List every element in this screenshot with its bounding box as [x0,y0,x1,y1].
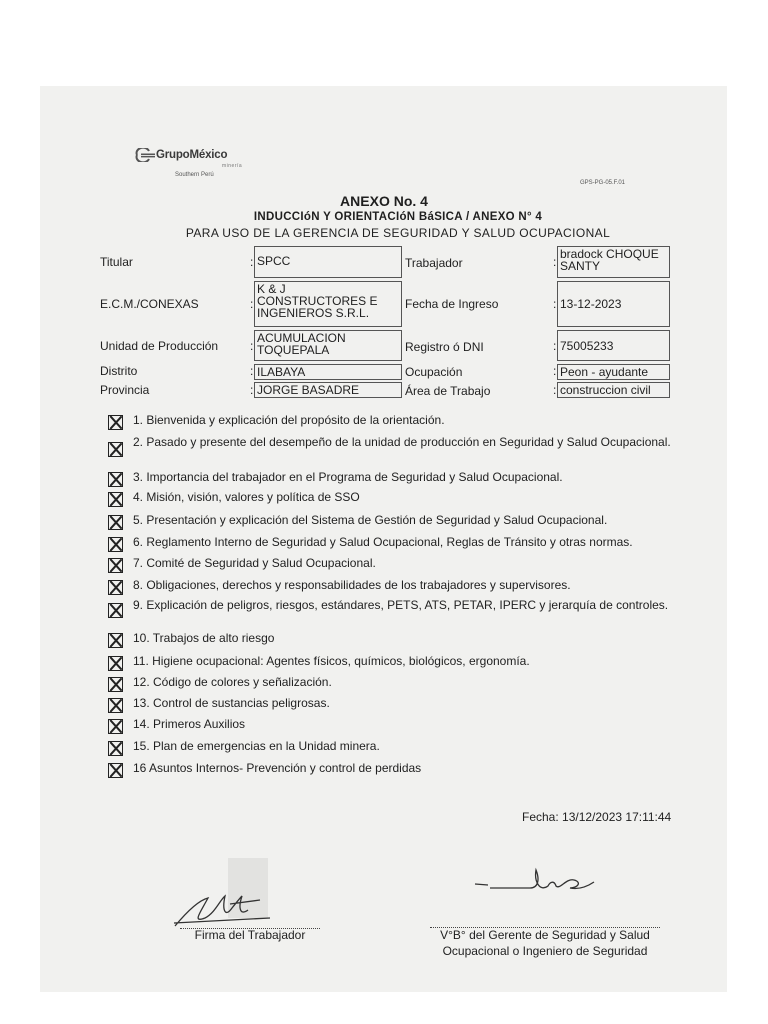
checklist-item-label: 3. Importancia del trabajador en el Programa de Seguridad y Salud Ocupacional. [133,470,563,484]
logo-sub: minería [222,163,243,169]
provincia-field[interactable]: JORGE BASADRE [254,382,402,398]
trabajador-label: Trabajador [405,256,463,270]
grupo-mexico-logo-icon [134,148,156,162]
checkbox-checked[interactable] [108,698,123,713]
distrito-label: Distrito [100,364,138,378]
manager-signature-label-1: V°B° del Gerente de Seguridad y Salud [440,928,650,942]
page-subtitle-2: PARA USO DE LA GERENCIA DE SEGURIDAD Y SALUD OCUPACIONAL [185,226,611,240]
manager-signature-icon [470,858,610,903]
checkbox-checked[interactable] [108,763,123,778]
area-label: Área de Trabajo [405,384,491,398]
checklist-item-label: 7. Comité de Seguridad y Salud Ocupacional. [133,556,376,570]
checkbox-checked[interactable] [108,656,123,671]
dni-field[interactable]: 75005233 [557,330,670,361]
ecm-field[interactable]: K & J CONSTRUCTORES E INGENIEROS S.R.L. [254,281,402,327]
page-title: ANEXO No. 4 [340,193,428,209]
colon: : [553,364,557,378]
checklist-item-label: 9. Explicación de peligros, riesgos, estándares, PETS, ATS, PETAR, IPERC y jerarquía de controles. [133,598,669,612]
colon: : [250,364,254,378]
timestamp: Fecha: 13/12/2023 17:11:44 [522,810,672,824]
titular-label: Titular [100,255,133,269]
checklist-item-label: 11. Higiene ocupacional: Agentes físicos, químicos, biológicos, ergonomía. [133,654,530,668]
checklist-item-label: 6. Reglamento Interno de Seguridad y Salud Ocupacional, Reglas de Tránsito y otras normas. [133,535,633,549]
colon: : [553,339,557,353]
worker-signature-label: Firma del Trabajador [194,928,306,942]
checklist-item-label: 10. Trabajos de alto riesgo [133,631,275,645]
checkbox-checked[interactable] [108,677,123,692]
colon: : [250,383,254,397]
fecha-ingreso-label: Fecha de Ingreso [405,297,499,311]
checkbox-checked[interactable] [108,515,123,530]
colon: : [250,297,254,311]
ocupacion-label: Ocupación [405,365,463,379]
colon: : [250,339,254,353]
dni-label: Registro ó DNI [405,340,484,354]
provincia-label: Provincia [100,383,150,397]
checklist-item-label: 2. Pasado y presente del desempeño de la unidad de producción en Seguridad y Salud Ocupacional. [133,435,671,449]
checkbox-checked[interactable] [108,580,123,595]
checklist-item-label: 8. Obligaciones, derechos y responsabilidades de los trabajadores y supervisores. [133,578,571,592]
checkbox-checked[interactable] [108,603,123,618]
titular-field[interactable]: SPCC [254,246,402,278]
checkbox-checked[interactable] [108,558,123,573]
document-code: GPS-PG-05.F.01 [580,180,626,186]
colon: : [553,255,557,269]
checklist-item-label: 4. Misión, visión, valores y política de SSO [133,490,360,504]
colon: : [553,383,557,397]
checkbox-checked[interactable] [108,741,123,756]
logo-name: GrupoMéxico [156,149,228,161]
checkbox-checked[interactable] [108,719,123,734]
checkbox-checked[interactable] [108,442,123,457]
colon: : [553,297,557,311]
ocupacion-field[interactable]: Peon - ayudante [557,364,670,380]
colon: : [250,255,254,269]
checklist-item-label: 14. Primeros Auxilios [133,717,246,731]
page-subtitle: INDUCCIóN Y ORIENTACIóN BáSICA / ANEXO N° 4 [253,211,543,223]
checklist-item-label: 1. Bienvenida y explicación del propósito de la orientación. [133,413,445,427]
logo-company: Southern Perú [175,172,214,178]
checkbox-checked[interactable] [108,537,123,552]
checkbox-checked[interactable] [108,492,123,507]
ecm-label: E.C.M./CONEXAS [100,297,199,311]
checkbox-checked[interactable] [108,633,123,648]
checklist-item-label: 5. Presentación y explicación del Sistema de Gestión de Seguridad y Salud Ocupacional. [133,513,608,527]
checkbox-checked[interactable] [108,472,123,487]
checklist-item-label: 16 Asuntos Internos- Prevención y control de perdidas [133,761,422,775]
checklist-item-label: 13. Control de sustancias peligrosas. [133,696,330,710]
company-logo [134,146,264,186]
area-field[interactable]: construccion civil [557,382,670,398]
checklist-item-label: 12. Código de colores y señalización. [133,675,332,689]
checkbox-checked[interactable] [108,415,123,430]
trabajador-field[interactable]: bradock CHOQUE SANTY [557,246,670,278]
unidad-field[interactable]: ACUMULACION TOQUEPALA [254,330,402,361]
fecha-ingreso-field[interactable]: 13-12-2023 [557,281,670,327]
manager-signature-label-2: Ocupacional o Ingeniero de Seguridad [442,944,648,958]
unidad-label: Unidad de Producción [100,339,219,353]
checklist-item-label: 15. Plan de emergencias en la Unidad minera. [133,739,380,753]
distrito-field[interactable]: ILABAYA [254,364,402,380]
